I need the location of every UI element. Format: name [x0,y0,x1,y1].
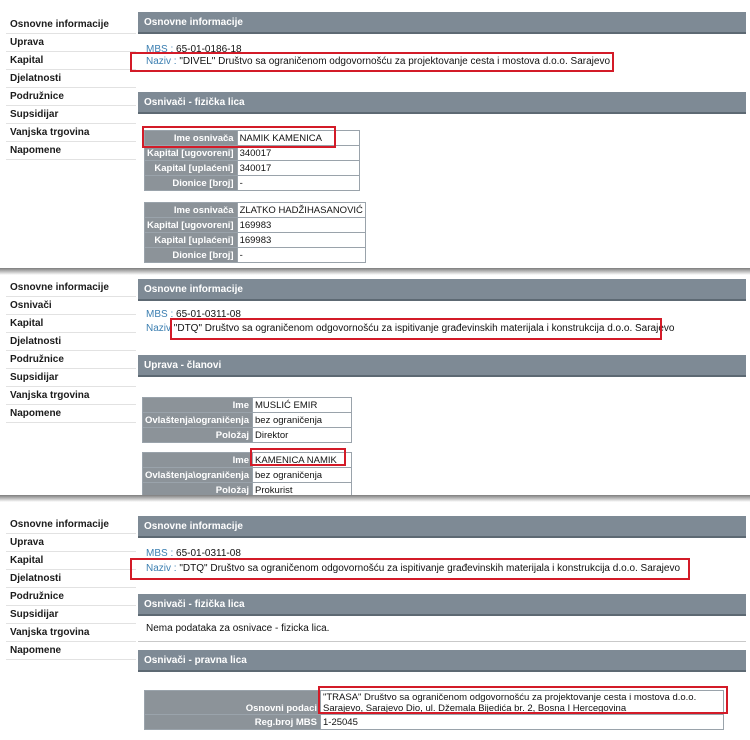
member-name-key: Ime [143,398,253,413]
section-header-board: Uprava - članovi [138,355,746,377]
capital-agreed-value: 340017 [237,146,359,161]
nav-podruznice[interactable]: Podružnice [6,88,136,106]
table-row [143,483,352,496]
sidebar-nav [6,516,136,660]
member-name-key: Ime [143,453,253,468]
naziv-line: Naziv : "DIVEL" Društvo sa ograničenom odgovornošću za projektovanje cesta i mostova d.o.o. Sarajevo [146,56,611,67]
position-key: Položaj [143,483,253,496]
nav-osnovne-informacije[interactable]: Osnovne informacije [6,279,136,297]
section-rule [138,641,746,642]
shares-value: - [237,176,359,191]
naziv-line [146,323,674,334]
member-name-value: KAMENICA NAMIK [253,453,352,468]
legal-name: "TRASA" Društvo sa ograničenom odgovornošću za projektovanje cesta i mostova d.o.o. [323,691,697,703]
nav-podruznice[interactable]: Podružnice [6,588,136,606]
nav-napomene[interactable]: Napomene [6,142,136,160]
table-row [143,398,352,413]
nav-napomene[interactable]: Napomene [6,405,136,423]
basic-data-value [321,691,724,715]
table-row [145,146,360,161]
authority-value: bez ograničenja [253,413,352,428]
shares-value: - [237,248,365,263]
authority-value: bez ograničenja [253,468,352,483]
table-row [145,176,360,191]
nav-vanjska-trgovina[interactable]: Vanjska trgovina [6,387,136,405]
capital-paid-value: 169983 [237,233,365,248]
naziv-label: Naziv [146,563,172,574]
founder-table [144,130,360,191]
table-row [145,233,366,248]
screenshot-panel-3 [0,502,750,740]
section-header-basic-info: Osnovne informacije [138,12,746,34]
capital-paid-key: Kapital [uplaćeni] [145,161,238,176]
nav-napomene[interactable]: Napomene [6,642,136,660]
mbs-line: MBS : 65-01-0186-18 [146,44,242,55]
panel-divider [0,268,750,275]
nav-osnovne-informacije[interactable]: Osnovne informacije [6,516,136,534]
naziv-line: Naziv : "DTQ" Društvo sa ograničenom odgovornošću za ispitivanje građevinskih materijala i konstrukcija d.o.o. Sarajevo [146,563,681,574]
basic-data-key: Osnovni podaci [145,691,321,715]
screenshot-panel-2 [0,275,750,495]
position-key: Položaj [143,428,253,443]
mbs-line: MBS : 65-01-0311-08 [146,309,241,320]
naziv-value: "DTQ" Društvo sa ograničenom odgovornošću za ispitivanje građevinskih materijala i konstrukcija d.o.o. Sarajevo [179,563,681,574]
nav-supsidijar[interactable]: Supsidijar [6,369,136,387]
naziv-label: Naziv [146,323,172,334]
nav-osnivaci[interactable]: Osnivači [6,297,136,315]
section-header-legal-founders: Osnivači - pravna lica [138,650,746,672]
capital-agreed-value: 169983 [237,218,365,233]
empty-physical-founders: Nema podataka za osnivace - fizicka lica. [146,623,330,634]
table-row [145,715,724,730]
founder-table [144,202,366,263]
table-row [143,468,352,483]
section-header-founders: Osnivači - fizička lica [138,92,746,114]
nav-uprava[interactable]: Uprava [6,34,136,52]
table-row [145,161,360,176]
panel-divider [0,495,750,502]
section-header-basic-info: Osnovne informacije [138,516,746,538]
table-row [145,218,366,233]
mbs-value: 65-01-0186-18 [176,44,242,55]
sidebar-nav [6,279,136,423]
table-row [143,413,352,428]
authority-key: Ovlaštenja\ograničenja [143,468,253,483]
shares-key: Dionice [broj] [145,248,238,263]
position-value: Direktor [253,428,352,443]
nav-supsidijar[interactable]: Supsidijar [6,106,136,124]
founder-name-value: NAMIK KAMENICA [237,131,359,146]
table-row [145,203,366,218]
nav-kapital[interactable]: Kapital [6,315,136,333]
reg-mbs-key: Reg.broj MBS [145,715,321,730]
reg-mbs-value: 1-25045 [321,715,724,730]
screenshot-panel-1 [0,0,750,268]
mbs-label: MBS [146,548,168,559]
table-row [145,131,360,146]
shares-key: Dionice [broj] [145,176,238,191]
mbs-value: 65-01-0311-08 [176,309,241,320]
naziv-label: Naziv [146,56,172,67]
mbs-label: MBS [146,44,168,55]
table-row [143,453,352,468]
section-header-basic-info: Osnovne informacije [138,279,746,301]
section-header-physical-founders: Osnivači - fizička lica [138,594,746,616]
nav-osnovne-informacije[interactable]: Osnovne informacije [6,16,136,34]
mbs-value: 65-01-0311-08 [176,548,241,559]
legal-founder-table [144,690,724,730]
founder-name-key: Ime osnivača [145,131,238,146]
nav-vanjska-trgovina[interactable]: Vanjska trgovina [6,624,136,642]
authority-key: Ovlaštenja\ograničenja [143,413,253,428]
member-table [142,452,352,495]
position-value: Prokurist [253,483,352,496]
nav-vanjska-trgovina[interactable]: Vanjska trgovina [6,124,136,142]
nav-djelatnosti[interactable]: Djelatnosti [6,570,136,588]
capital-agreed-key: Kapital [ugovoreni] [145,218,238,233]
naziv-value: "DIVEL" Društvo sa ograničenom odgovornošću za projektovanje cesta i mostova d.o.o. Sarajevo [179,56,611,67]
sidebar-nav [6,16,136,160]
nav-supsidijar[interactable]: Supsidijar [6,606,136,624]
member-name-value: MUSLIĆ EMIR [253,398,352,413]
naziv-value: "DTQ" Društvo sa ograničenom odgovornošću za ispitivanje građevinskih materijala i konstrukcija d.o.o. Sarajevo [173,323,675,334]
founder-name-value: ZLATKO HADŽIHASANOVIĆ [237,203,365,218]
member-table [142,397,352,443]
nav-kapital[interactable]: Kapital [6,52,136,70]
mbs-label: MBS [146,309,168,320]
nav-kapital[interactable]: Kapital [6,552,136,570]
table-row [145,691,724,715]
founder-name-key: Ime osnivača [145,203,238,218]
table-row [145,248,366,263]
capital-paid-value: 340017 [237,161,359,176]
nav-djelatnosti[interactable]: Djelatnosti [6,70,136,88]
nav-podruznice[interactable]: Podružnice [6,351,136,369]
mbs-line: MBS : 65-01-0311-08 [146,548,241,559]
capital-agreed-key: Kapital [ugovoreni] [145,146,238,161]
legal-address: Sarajevo, Sarajevo Dio, ul. Džemala Bijedića br. 2, Bosna I Hercegovina [323,702,627,714]
table-row [143,428,352,443]
capital-paid-key: Kapital [uplaćeni] [145,233,238,248]
nav-djelatnosti[interactable]: Djelatnosti [6,333,136,351]
nav-uprava[interactable]: Uprava [6,534,136,552]
